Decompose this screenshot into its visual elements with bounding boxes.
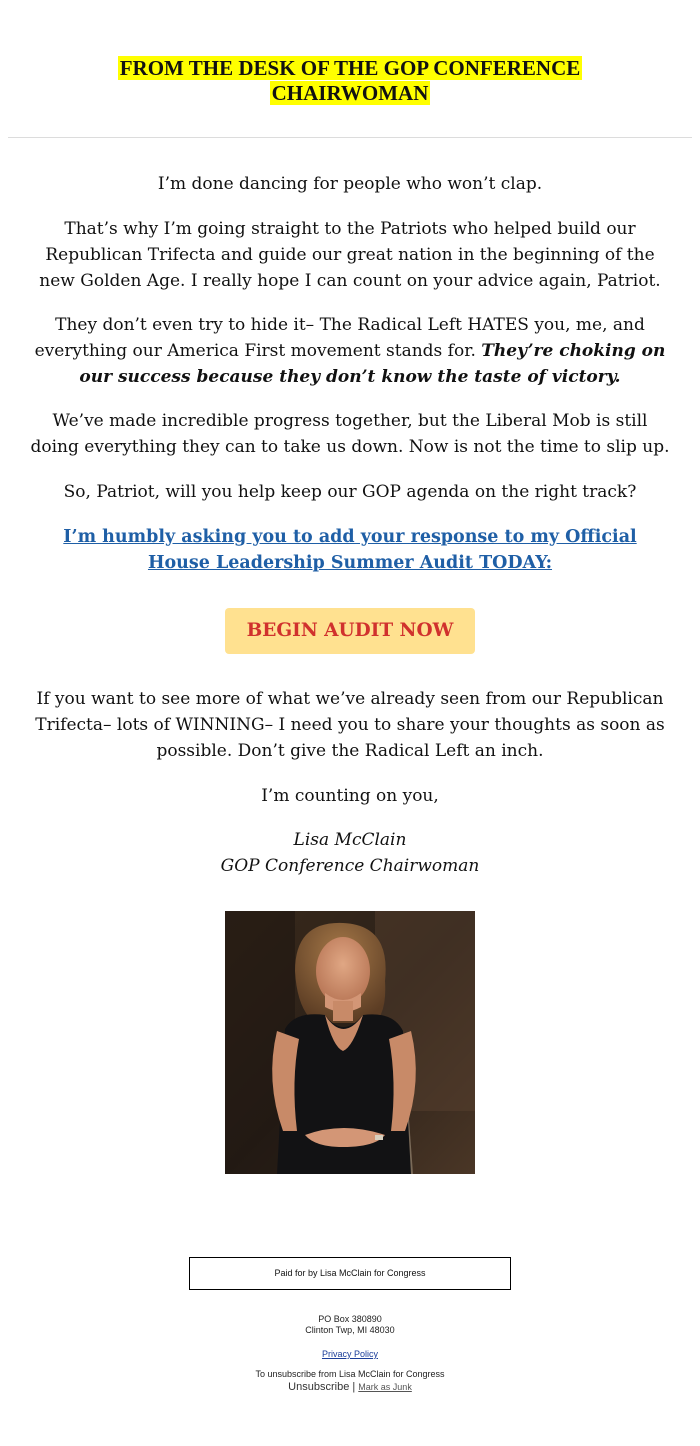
paragraph-4: We’ve made incredible progress together, but the Liberal Mob is still doing everything they can to take us down. Now is not the time to slip up. xyxy=(30,411,670,457)
privacy-row xyxy=(0,1349,700,1360)
unsubscribe-link[interactable]: Unsubscribe xyxy=(288,1381,350,1393)
unsubscribe-separator: | xyxy=(352,1381,356,1393)
unsubscribe-text: To unsubscribe from Lisa McClain for Congress xyxy=(255,1369,445,1379)
paragraph-3 xyxy=(30,312,670,390)
header-title-line1: FROM THE DESK OF THE GOP CONFERENCE xyxy=(119,56,581,80)
paragraph-6: If you want to see more of what we’ve already seen from our Republican Trifecta– lots of WINNING– I need you to share your thoughts as soon as possible. Don’t give the Radical Left an inch. xyxy=(35,689,665,761)
paid-for-box: Paid for by Lisa McClain for Congress xyxy=(189,1257,511,1290)
portrait-photo xyxy=(225,911,475,1174)
header-divider xyxy=(8,137,692,138)
signature-title: GOP Conference Chairwoman xyxy=(220,856,480,876)
paragraph-3-emphasis: They’re choking on our success because they don’t know the taste of victory. xyxy=(79,341,666,387)
paragraph-3-plain: They don’t even try to hide it– The Radical Left HATES you, me, and everything our America First movement stands for. xyxy=(34,315,645,361)
signature-name: Lisa McClain xyxy=(293,830,407,850)
header-title-line2: CHAIRWOMAN xyxy=(271,81,429,105)
address-line-1: PO Box 380890 xyxy=(318,1314,382,1324)
unsubscribe-row xyxy=(0,1381,700,1394)
begin-audit-button[interactable]: BEGIN AUDIT NOW xyxy=(225,608,475,654)
paragraph-1: I’m done dancing for people who won’t clap. xyxy=(157,174,543,194)
mark-as-junk-link[interactable]: Mark as Junk xyxy=(358,1382,412,1392)
header-title xyxy=(0,56,700,106)
audit-link[interactable]: I’m humbly asking you to add your response to my Official House Leadership Summer Audit TODAY: xyxy=(63,527,637,573)
closing-line: I’m counting on you, xyxy=(261,786,439,806)
paragraph-5: So, Patriot, will you help keep our GOP agenda on the right track? xyxy=(63,482,637,502)
address-line-2: Clinton Twp, MI 48030 xyxy=(305,1325,395,1335)
privacy-policy-link[interactable]: Privacy Policy xyxy=(321,1349,378,1359)
paragraph-2: That’s why I’m going straight to the Patriots who helped build our Republican Trifecta and guide our great nation in the beginning of the new Golden Age. I really hope I can count on your advice again, Patriot. xyxy=(39,219,661,291)
